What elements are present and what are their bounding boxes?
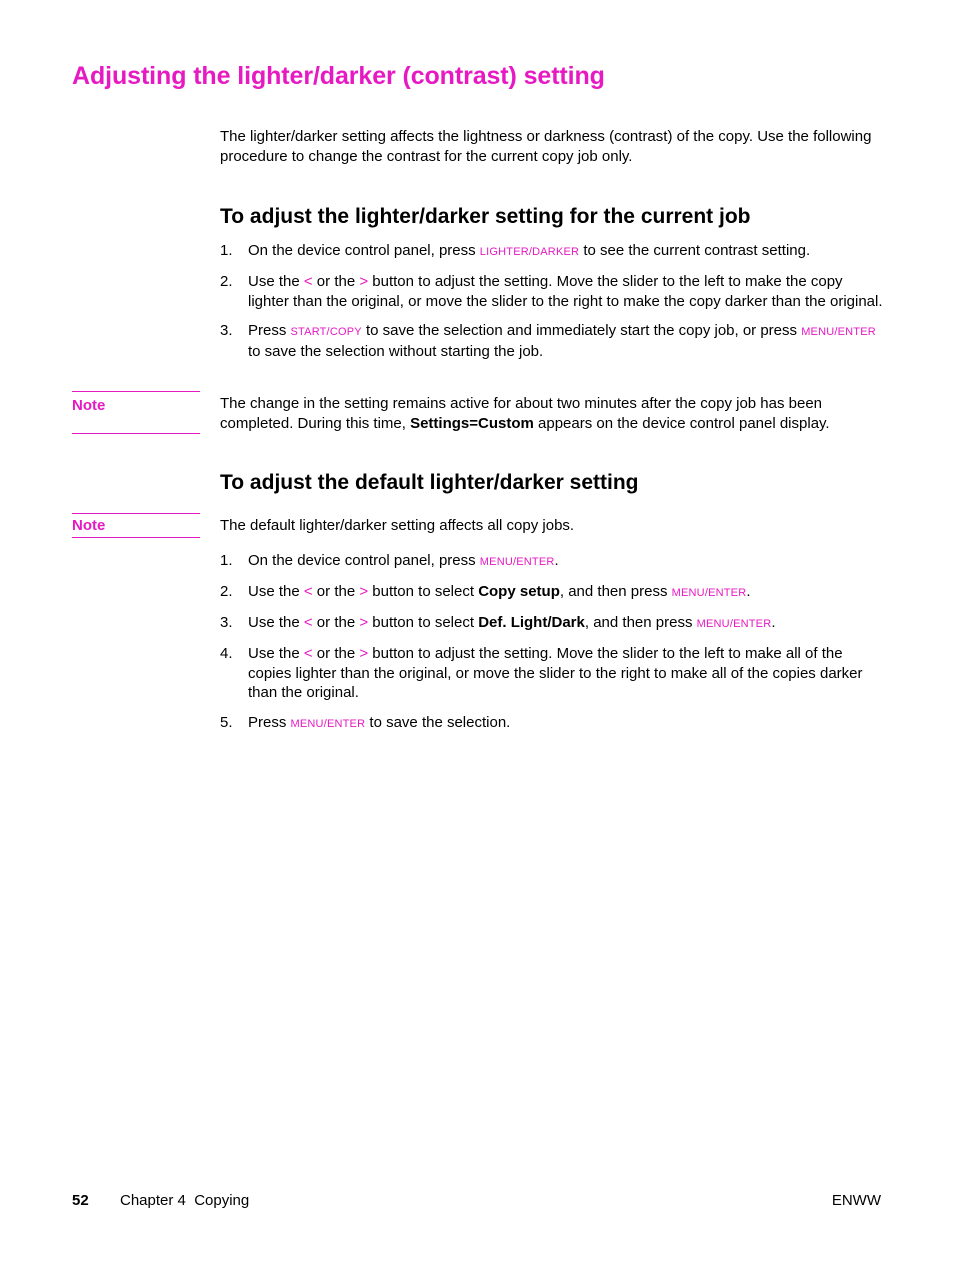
steps-current-job xyxy=(220,241,885,371)
menu-enter-key: MENU/ENTER xyxy=(290,717,366,730)
note-label: Note xyxy=(72,513,200,538)
step-text: Use the < or the > button to adjust the setting. Move the slider to the left to make the copy lighter than the original, or move the slider to the right to make the copy darker than the original. xyxy=(248,273,883,310)
step-number: 3. xyxy=(220,614,233,632)
step-number: 5. xyxy=(220,713,233,731)
note-text: The default lighter/darker setting affects all copy jobs. xyxy=(220,517,575,534)
right-arrow-key: > xyxy=(359,614,369,632)
step-text: Press START/COPY to save the selection and immediately start the copy job, or press MENU/ENTER to save the selection without starting the job. xyxy=(248,321,876,361)
steps-default xyxy=(220,551,885,744)
copy-setup-text: Copy setup xyxy=(478,583,560,601)
step-number: 4. xyxy=(220,645,233,663)
step-text: Use the < or the > button to select Copy setup, and then press MENU/ENTER. xyxy=(248,583,751,601)
step-number: 1. xyxy=(220,552,233,569)
step-item xyxy=(220,613,885,635)
section-heading-current-job: To adjust the lighter/darker setting for the current job xyxy=(220,205,751,228)
menu-enter-key: MENU/ENTER xyxy=(801,325,876,338)
right-arrow-key: > xyxy=(359,645,369,663)
lighter-darker-key: LIGHTER/DARKER xyxy=(479,246,580,258)
start-copy-key: START/COPY xyxy=(290,325,362,338)
left-arrow-key: < xyxy=(303,645,313,663)
step-text: On the device control panel, press MENU/ENTER. xyxy=(248,552,559,569)
intro-paragraph: The lighter/darker setting affects the lightness or darkness (contrast) of the copy. Use the following procedure to change the contrast for the current copy job only. xyxy=(220,128,872,165)
settings-custom-text: Settings=Custom xyxy=(410,414,534,432)
step-item xyxy=(220,713,885,735)
step-item xyxy=(220,644,885,703)
step-number: 2. xyxy=(220,273,233,291)
left-arrow-key: < xyxy=(303,273,313,291)
step-item xyxy=(220,321,885,362)
section-heading-default: To adjust the default lighter/darker setting xyxy=(220,471,639,494)
step-item xyxy=(220,241,885,263)
menu-enter-key: MENU/ENTER xyxy=(671,587,747,600)
note-text: The change in the setting remains active for about two minutes after the copy job has been completed. During this time, Settings=Custom appears on the device control panel display. xyxy=(220,395,830,432)
step-text: Press MENU/ENTER to save the selection. xyxy=(248,713,511,731)
step-item xyxy=(220,551,885,573)
step-text: Use the < or the > button to select Def. Light/Dark, and then press MENU/ENTER. xyxy=(248,614,776,632)
page-title: Adjusting the lighter/darker (contrast) setting xyxy=(72,62,605,90)
step-number: 3. xyxy=(220,321,233,339)
step-number: 1. xyxy=(220,242,233,259)
note-label: Note xyxy=(72,391,200,434)
page-number: 52 xyxy=(72,1192,89,1209)
right-arrow-key: > xyxy=(359,273,369,291)
left-arrow-key: < xyxy=(303,614,313,632)
step-text: On the device control panel, press LIGHTER/DARKER to see the current contrast setting. xyxy=(248,242,811,259)
menu-enter-key: MENU/ENTER xyxy=(696,618,772,631)
footer-right-label: ENWW xyxy=(831,1192,881,1209)
step-item xyxy=(220,582,885,604)
step-number: 2. xyxy=(220,583,233,601)
footer-chapter: Chapter 4 Copying xyxy=(120,1192,250,1209)
step-text: Use the < or the > button to adjust the setting. Move the slider to the left to make all of the copies lighter than the original, or move the slider to the right to make all of the copies darker than the original. xyxy=(248,645,863,702)
def-light-dark-text: Def. Light/Dark xyxy=(478,614,585,632)
step-item xyxy=(220,272,885,311)
left-arrow-key: < xyxy=(303,583,313,601)
right-arrow-key: > xyxy=(359,583,369,601)
menu-enter-key: MENU/ENTER xyxy=(479,556,555,568)
